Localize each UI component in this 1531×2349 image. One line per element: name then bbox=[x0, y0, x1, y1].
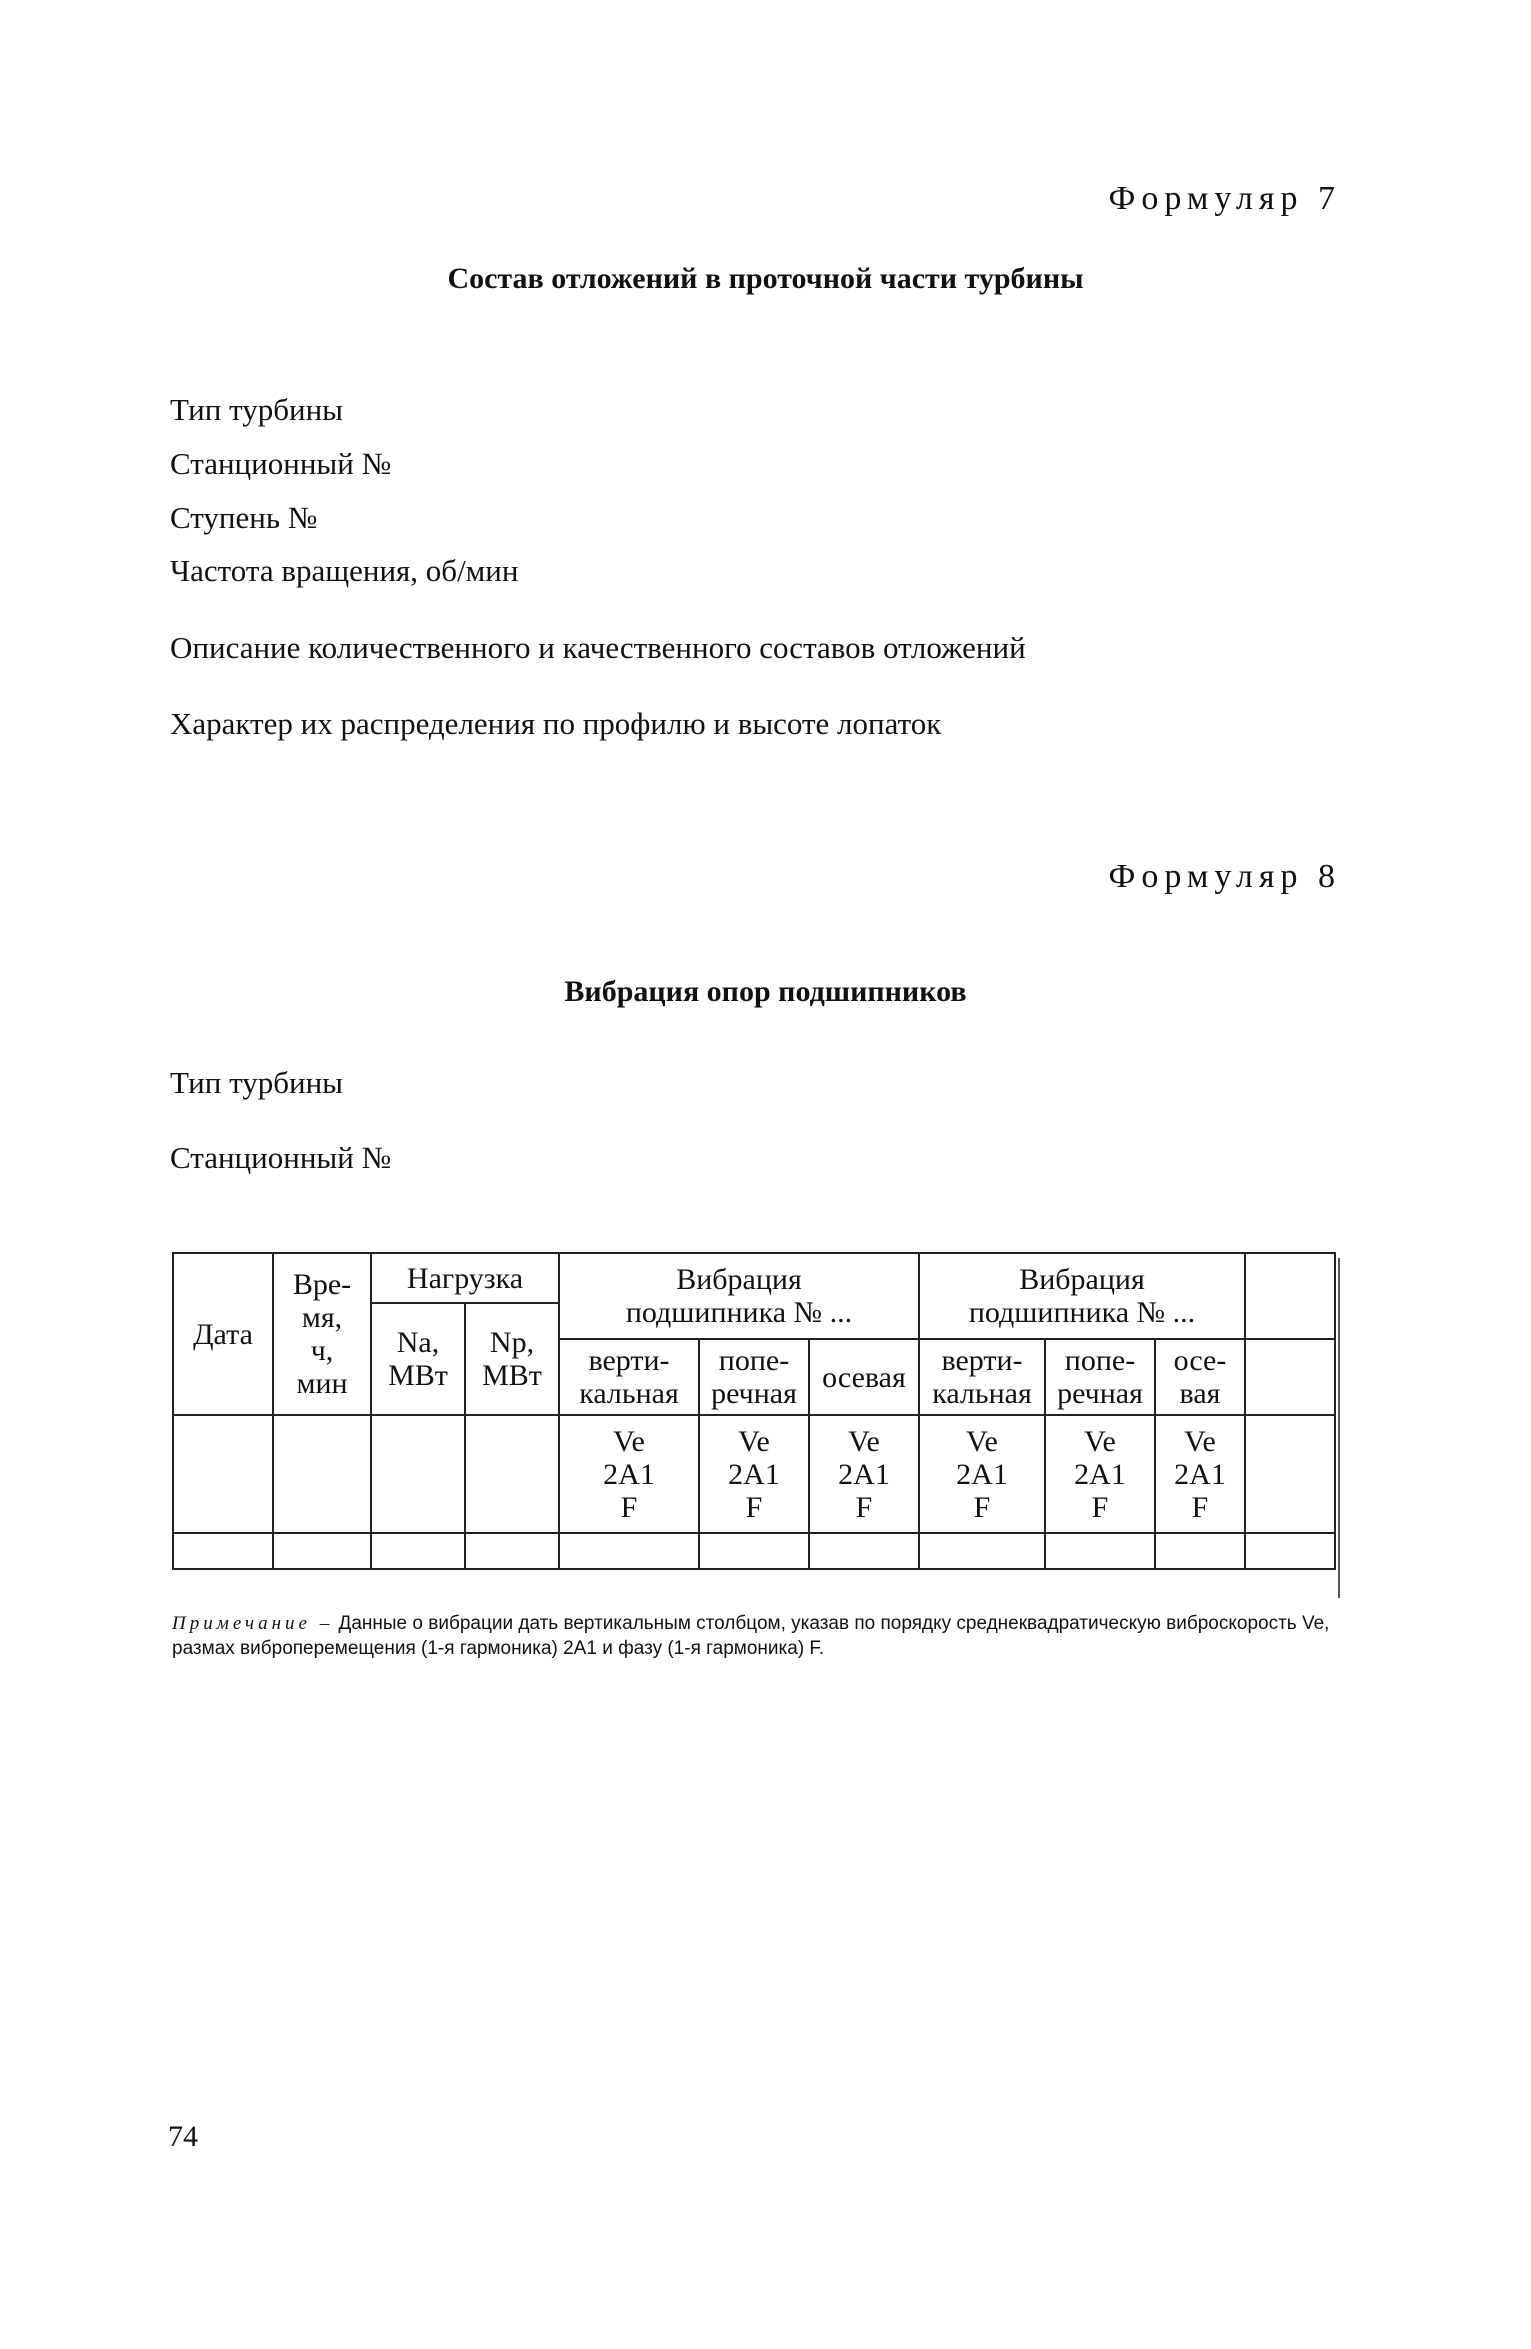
sub-transverse-2: попе- речная bbox=[1045, 1339, 1155, 1415]
table-row bbox=[173, 1415, 1335, 1533]
field-rotation-speed: Частота вращения, об/мин bbox=[170, 553, 519, 588]
cell-np bbox=[465, 1415, 559, 1533]
sub-vertical-1: верти- кальная bbox=[559, 1339, 699, 1415]
vibration-table bbox=[172, 1252, 1336, 1570]
cell-empty bbox=[919, 1533, 1045, 1569]
cell-empty bbox=[371, 1533, 465, 1569]
sub-axial-2: осе- вая bbox=[1155, 1339, 1245, 1415]
field-turbine-type: Тип турбины bbox=[170, 392, 344, 427]
cell-date bbox=[173, 1415, 273, 1533]
torn-edge-line bbox=[1338, 1258, 1340, 1598]
cell-empty bbox=[273, 1533, 371, 1569]
cell-value: Ve 2A1 F bbox=[1045, 1415, 1155, 1533]
form7-title: Состав отложений в проточной части турбины bbox=[447, 262, 1084, 295]
cell-empty bbox=[559, 1533, 699, 1569]
field-station-number: Станционный № bbox=[170, 446, 392, 481]
form7-label: Формуляр 7 bbox=[1108, 180, 1341, 217]
field-deposit-distribution: Характер их распределения по профилю и высоте лопаток bbox=[170, 706, 942, 741]
table-note bbox=[172, 1612, 1352, 1661]
header-na: Nа, МВт bbox=[371, 1303, 465, 1415]
cell-empty bbox=[1245, 1533, 1335, 1569]
table-header-row bbox=[173, 1253, 1335, 1303]
sub-axial-1: осевая bbox=[809, 1339, 919, 1415]
form8-label: Формуляр 8 bbox=[1108, 858, 1341, 895]
cell-empty bbox=[699, 1533, 809, 1569]
note-label: Примечание – bbox=[172, 1613, 334, 1634]
cell-value: Ve 2A1 F bbox=[1155, 1415, 1245, 1533]
header-date: Дата bbox=[173, 1253, 273, 1415]
header-np: Nр, МВт bbox=[465, 1303, 559, 1415]
cell-value: Ve 2A1 F bbox=[919, 1415, 1045, 1533]
cell-value: Ve 2A1 F bbox=[809, 1415, 919, 1533]
form8-field-turbine-type: Тип турбины bbox=[170, 1065, 344, 1100]
cell-empty bbox=[173, 1533, 273, 1569]
cell-time bbox=[273, 1415, 371, 1533]
cell-extra bbox=[1245, 1415, 1335, 1533]
cell-empty bbox=[1045, 1533, 1155, 1569]
cell-na bbox=[371, 1415, 465, 1533]
table-row bbox=[173, 1533, 1335, 1569]
header-time: Вре- мя, ч, мин bbox=[273, 1253, 371, 1415]
cell-empty bbox=[809, 1533, 919, 1569]
header-vibration-1: Вибрация подшипника № ... bbox=[559, 1253, 919, 1339]
field-deposit-description: Описание количественного и качественного составов отложений bbox=[170, 630, 1026, 665]
note-text: Данные о вибрации дать вертикальным столбцом, указав по порядку среднеквадратическую виброскорость Ve, размах виброперемещения (1-я гармоника) 2A1 и фазу (1-я гармоника) F. bbox=[172, 1613, 1330, 1659]
cell-value: Ve 2A1 F bbox=[699, 1415, 809, 1533]
field-stage-number: Ступень № bbox=[170, 500, 318, 535]
cell-empty bbox=[1155, 1533, 1245, 1569]
cell-value: Ve 2A1 F bbox=[559, 1415, 699, 1533]
page-number: 74 bbox=[168, 2120, 198, 2153]
form8-field-station-number: Станционный № bbox=[170, 1140, 392, 1175]
header-load: Нагрузка bbox=[371, 1253, 559, 1303]
form8-title: Вибрация опор подшипников bbox=[564, 975, 967, 1008]
sub-extra bbox=[1245, 1339, 1335, 1415]
header-vibration-2: Вибрация подшипника № ... bbox=[919, 1253, 1245, 1339]
header-extra bbox=[1245, 1253, 1335, 1339]
sub-transverse-1: попе- речная bbox=[699, 1339, 809, 1415]
sub-vertical-2: верти- кальная bbox=[919, 1339, 1045, 1415]
cell-empty bbox=[465, 1533, 559, 1569]
